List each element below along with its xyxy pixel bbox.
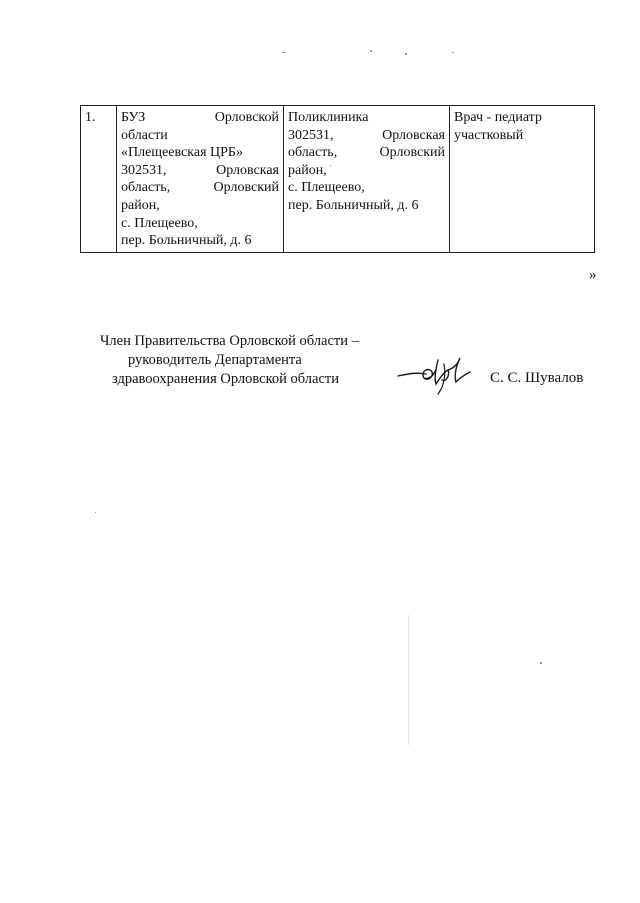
table-row (81, 106, 595, 253)
addr-line: Поликлиника (288, 110, 369, 125)
scan-speck (540, 662, 542, 664)
scan-speck (330, 165, 331, 166)
addr-line: район, (288, 162, 327, 178)
signer-name: С. С. Шувалов (490, 370, 584, 386)
addr-line: 302531, Орловская (288, 127, 445, 143)
addr-line: с. Плещеево, (288, 180, 365, 196)
scan-speck (408, 615, 409, 745)
position-line: Врач - педиатр (454, 110, 542, 125)
scan-speck (95, 512, 96, 513)
row-number: 1. (81, 106, 117, 253)
scan-speck (282, 52, 285, 53)
addr-line: пер. Больничный, д. 6 (288, 197, 419, 213)
address-cell (284, 106, 450, 253)
signature-title-block (100, 332, 359, 389)
closing-quote: » (589, 267, 597, 283)
signer-title-line: Член Правительства Орловской области – (100, 333, 359, 349)
handwritten-signature (394, 350, 474, 398)
org-line: пер. Больничный, д. 6 (121, 233, 252, 249)
org-line: 302531, Орловская (121, 162, 279, 178)
org-line: с. Плещеево, (121, 215, 198, 231)
signer-title-line: здравоохранения Орловской области (112, 371, 339, 387)
positions-table (80, 105, 595, 253)
org-line: область, Орловский (121, 180, 279, 196)
position-line: участковый (454, 127, 524, 143)
position-cell (450, 106, 595, 253)
signer-title-line: руководитель Департамента (128, 352, 302, 368)
scan-speck (370, 50, 372, 52)
scan-speck (405, 53, 407, 55)
organization-cell (117, 106, 284, 253)
scan-speck (452, 52, 454, 53)
org-line: «Плещеевская ЦРБ» (121, 145, 243, 161)
org-line: район, (121, 197, 160, 213)
org-line: области (121, 127, 168, 143)
addr-line: область, Орловский (288, 145, 445, 161)
org-line: БУЗ Орловской (121, 110, 279, 125)
